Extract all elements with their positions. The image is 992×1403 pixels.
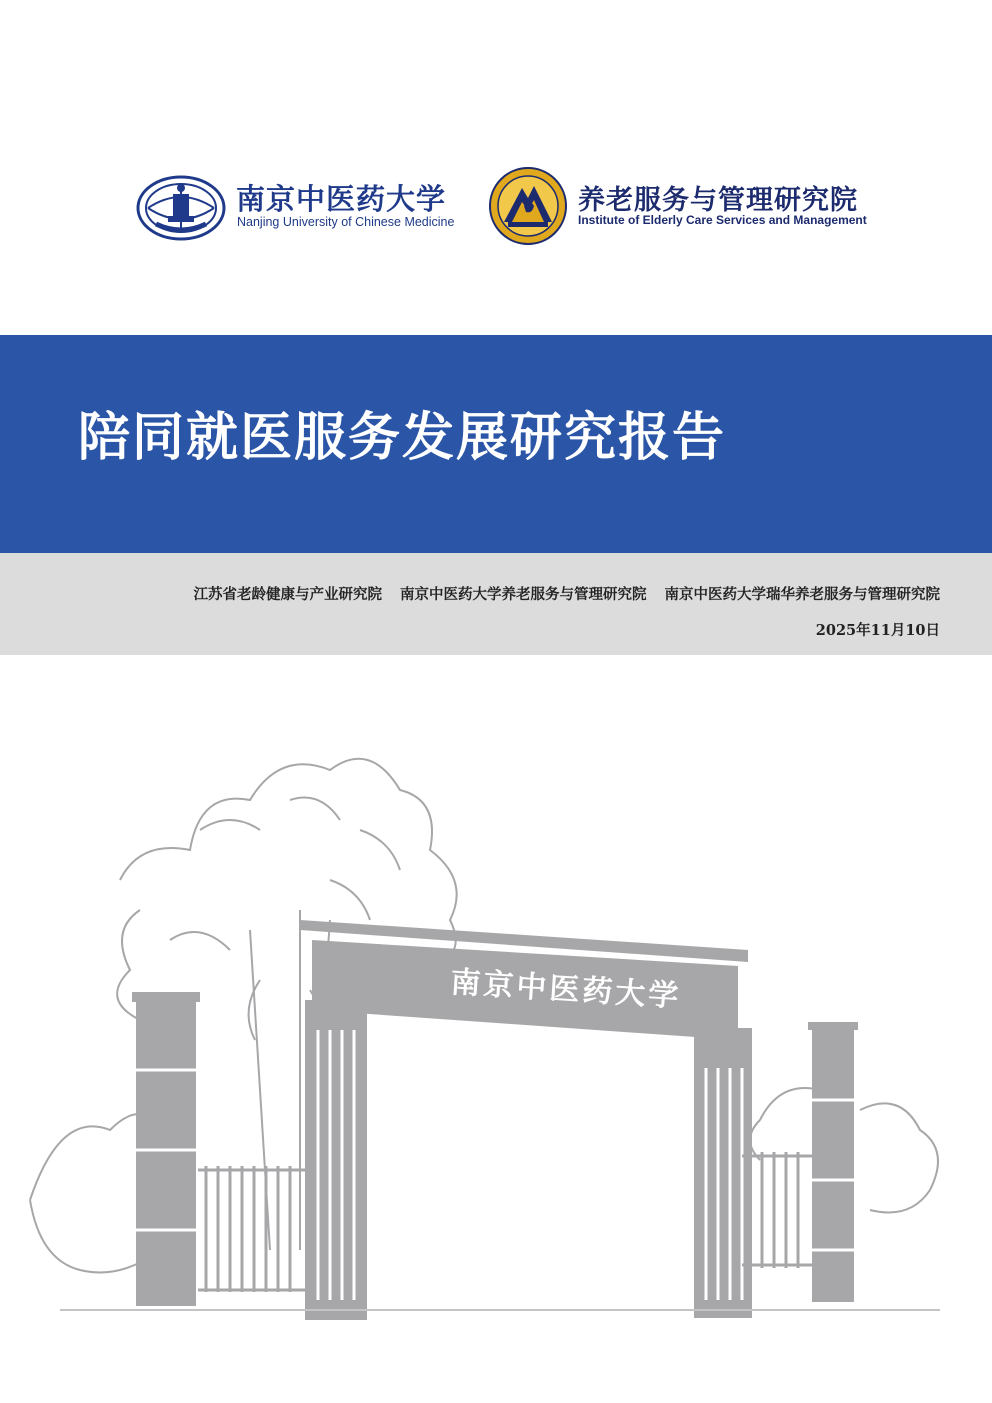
university-logo <box>136 162 456 252</box>
university-name-cn: 南京中医药大学 <box>236 182 447 216</box>
organization-3: 南京中医药大学瑞华养老服务与管理研究院 <box>664 586 940 603</box>
gate-sign-text: 南京中医药大学 <box>449 965 683 1015</box>
report-date: 2025年11月10日 <box>815 622 940 639</box>
institute-name-cn: 养老服务与管理研究院 <box>578 185 858 216</box>
title-band <box>0 335 992 553</box>
logo-header <box>0 162 992 252</box>
organization-1: 江苏省老龄健康与产业研究院 <box>193 586 382 603</box>
info-band <box>0 553 992 655</box>
institute-logo <box>488 162 867 252</box>
university-emblem-icon <box>136 172 226 242</box>
organization-list <box>194 583 941 604</box>
institute-name-en: Institute of Elderly Care Services and Management <box>578 213 867 227</box>
institute-seal-icon <box>488 166 568 246</box>
university-name-en: Nanjing University of Chinese Medicine <box>237 215 455 229</box>
organization-2: 南京中医药大学养老服务与管理研究院 <box>400 586 647 603</box>
campus-gate-illustration <box>0 730 992 1403</box>
report-title: 陪同就医服务发展研究报告 <box>78 407 727 468</box>
